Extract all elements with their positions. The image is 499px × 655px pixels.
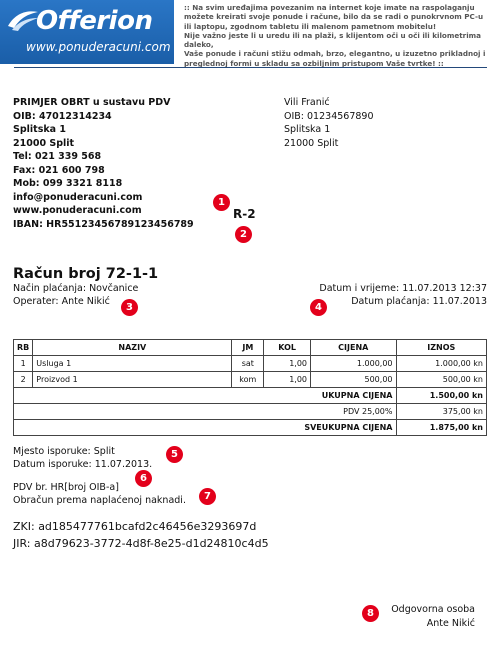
- buyer-oib: OIB: 01234567890: [284, 110, 374, 122]
- sender-name: PRIMJER OBRT u sustavu PDV: [13, 97, 171, 108]
- cell-jm: sat: [232, 356, 264, 372]
- sender-tel: Tel: 021 339 568: [13, 151, 102, 162]
- sender-fax: Fax: 021 600 798: [13, 164, 105, 176]
- marker-badge-3: 3: [121, 299, 138, 316]
- col-header-cijena: CIJENA: [311, 340, 396, 356]
- logo-text: Offerion: [36, 6, 153, 36]
- cell-naziv: Proizvod 1: [33, 372, 232, 388]
- col-header-kol: KOL: [264, 340, 311, 356]
- marker-badge-7: 7: [199, 488, 216, 505]
- sender-iban: IBAN: HR55123456789123456789: [13, 218, 194, 230]
- header-banner: [0, 0, 499, 68]
- marker-badge-2: 2: [235, 226, 252, 243]
- vat-row: [14, 404, 487, 420]
- sender-block: [13, 96, 194, 231]
- delivery-date: Datum isporuke: 11.07.2013.: [13, 459, 153, 470]
- banner-line: preglednoj formi u skladu sa ozbiljnim pristupom Vaše tvrtke! ::: [184, 58, 444, 68]
- col-header-rb: RB: [14, 340, 33, 356]
- header-divider: [14, 67, 487, 68]
- invoice-title: Račun broj 72-1-1: [13, 266, 159, 282]
- col-header-naziv: NAZIV: [33, 340, 232, 356]
- table-row: [14, 372, 487, 388]
- buyer-block: [284, 96, 374, 150]
- grand-total-label: SVEUKUPNA CIJENA: [14, 420, 397, 436]
- vat-number: PDV br. HR[broj OIB-a]: [13, 482, 119, 493]
- col-header-iznos: IZNOS: [396, 340, 487, 356]
- marker-badge-8: 8: [362, 605, 379, 622]
- col-header-jm: JM: [232, 340, 264, 356]
- jir-code: JIR: a8d79623-3772-4d8f-8e25-d1d24810c4d5: [13, 537, 269, 550]
- buyer-name: Vili Franić: [284, 97, 330, 108]
- vat-value: 375,00 kn: [396, 404, 487, 420]
- cell-rb: 2: [14, 372, 33, 388]
- banner-text: [184, 3, 494, 68]
- sender-email: info@ponuderacuni.com: [13, 191, 143, 203]
- signature-name: Ante Nikić: [426, 618, 475, 629]
- banner-line: :: Na svim uređajima povezanim na internet koje imate na raspolaganju: [184, 3, 475, 12]
- buyer-street: Splitska 1: [284, 124, 331, 135]
- zki-code: ZKI: ad185477761bcafd2c46456e3293697d: [13, 520, 257, 533]
- signature-label: Odgovorna osoba: [391, 604, 475, 615]
- swoosh-logo-icon: [6, 8, 40, 32]
- table-header-row: [14, 340, 487, 356]
- banner-line: ili laptopu, zgodnom tabletu ili malenom pametnom mobitelu!: [184, 21, 437, 31]
- cell-kol: 1,00: [264, 372, 311, 388]
- total-label: UKUPNA CIJENA: [14, 388, 397, 404]
- vat-label: PDV 25,00%: [14, 404, 397, 420]
- marker-badge-5: 5: [166, 446, 183, 463]
- banner-line: Nije važno jeste li u uredu ili na plaži, s klijentom oči u oči ili kilometrima daleko,: [184, 30, 482, 50]
- document-type: R-2: [233, 207, 256, 221]
- sender-oib: OIB: 47012314234: [13, 110, 112, 122]
- table-row: [14, 356, 487, 372]
- total-row: [14, 388, 487, 404]
- buyer-city: 21000 Split: [284, 137, 339, 149]
- calculation-note: Obračun prema naplaćenoj naknadi.: [13, 495, 186, 506]
- grand-total-value: 1.875,00 kn: [396, 420, 487, 436]
- cell-rb: 1: [14, 356, 33, 372]
- invoice-datetime: Datum i vrijeme: 11.07.2013 12:37: [319, 283, 487, 294]
- banner-line: možete kreirati svoje ponude i račune, bilo da se radi o punokrvnom PC-u: [184, 12, 484, 22]
- items-table: [13, 339, 487, 436]
- payment-method: Način plaćanja: Novčanice: [13, 283, 139, 294]
- grand-total-row: [14, 420, 487, 436]
- delivery-place: Mjesto isporuke: Split: [13, 446, 115, 457]
- marker-badge-6: 6: [135, 470, 152, 487]
- sender-city: 21000 Split: [13, 137, 75, 149]
- operator: Operater: Ante Nikić: [13, 296, 110, 307]
- logo-url: www.ponuderacuni.com: [26, 40, 171, 54]
- cell-iznos: 500,00 kn: [396, 372, 487, 388]
- cell-cijena: 500,00: [311, 372, 396, 388]
- sender-street: Splitska 1: [13, 124, 66, 135]
- sender-web: www.ponuderacuni.com: [13, 205, 142, 216]
- cell-cijena: 1.000,00: [311, 356, 396, 372]
- logo: [0, 0, 174, 64]
- cell-iznos: 1.000,00 kn: [396, 356, 487, 372]
- sender-mob: Mob: 099 3321 8118: [13, 178, 123, 189]
- total-value: 1.500,00 kn: [396, 388, 487, 404]
- cell-naziv: Usluga 1: [33, 356, 232, 372]
- cell-jm: kom: [232, 372, 264, 388]
- banner-line: Vaše ponude i računi stižu odmah, brzo, elegantno, u izuzetno prikladnoj i: [184, 49, 486, 59]
- payment-date: Datum plaćanja: 11.07.2013: [351, 296, 487, 307]
- marker-badge-4: 4: [310, 299, 327, 316]
- cell-kol: 1,00: [264, 356, 311, 372]
- marker-badge-1: 1: [213, 194, 230, 211]
